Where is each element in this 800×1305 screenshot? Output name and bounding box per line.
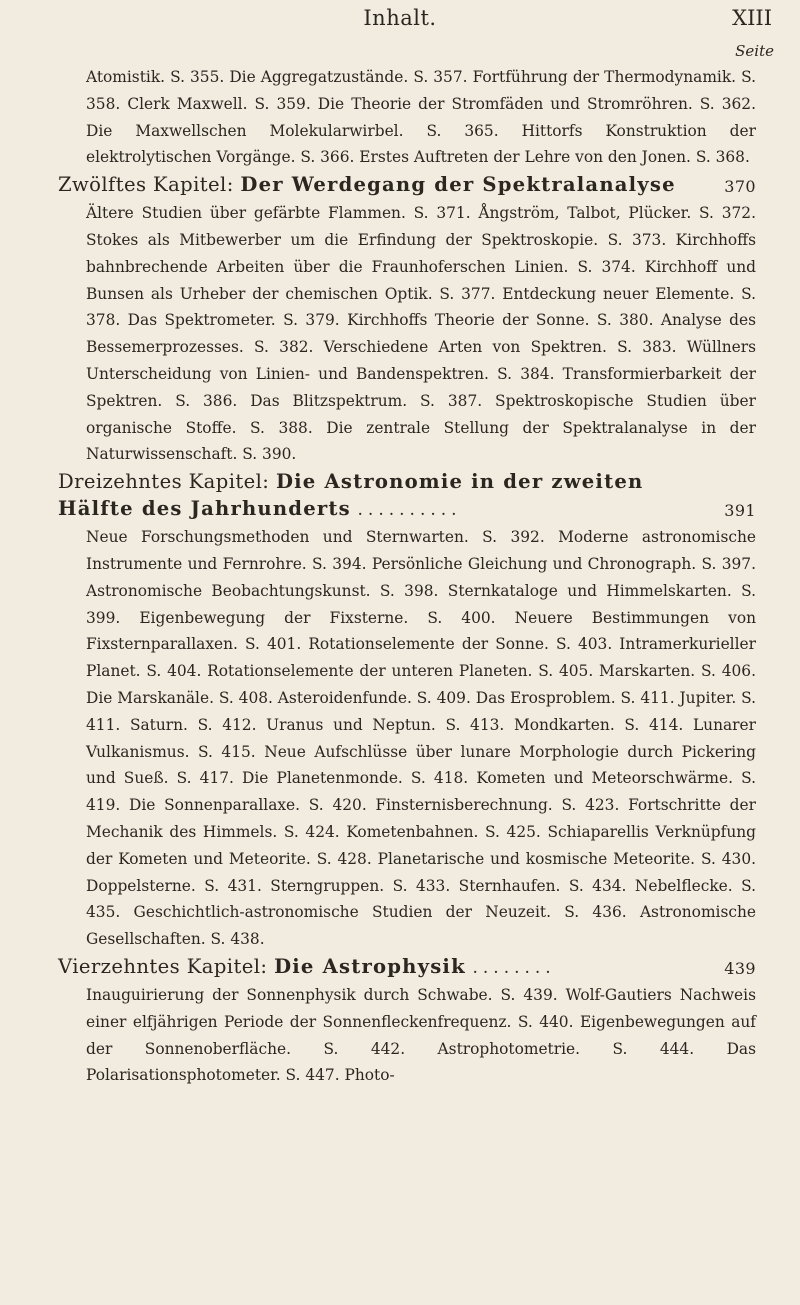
- chapter-heading-14[interactable]: [58, 953, 756, 982]
- chapter-title: Der Werdegang der Spektralanalyse: [240, 173, 676, 197]
- chapter-heading-13[interactable]: [58, 468, 756, 524]
- continued-entry-text: Atomistik. S. 355. Die Aggregatzustände. S. 357. Fortführung der Thermodynamik. S. 358. Clerk Maxwell. S. 359. Die Theorie der Stromfäden und Stromröhren. S. 362. Die Maxwellschen Molekularwirbel. S. 365. Hittorfs Konstruktion der elektrolytischen Vorgänge. S. 366. Erstes Auftreten der Lehre von den Jonen. S. 368.: [86, 68, 756, 167]
- chapter-page: 439: [724, 958, 756, 978]
- leader-dots: ..........: [357, 500, 462, 521]
- chapter-title: Die Astrophysik: [274, 954, 466, 978]
- chapter-heading-12[interactable]: [58, 171, 756, 200]
- chapter-summary: Neue Forschungsmethoden und Sternwarten. S. 392. Moderne astronomische Instrumente und Fernrohre. S. 394. Persönliche Gleichung und Chronograph. S. 397. Astronomische Beobachtungskunst. S. 398. Sternkataloge und Himmelskarten. S. 399. Eigenbewegung der Fixsterne. S. 400. Neuere Bestimmungen von Fixsternparallaxen. S. 401. Rotationselemente der Sonne. S. 403. Intramerkurieller Planet. S. 404. Rotationselemente der unteren Planeten. S. 405. Marskarten. S. 406. Die Marskanäle. S. 408. Asteroidenfunde. S. 409. Das Erosproblem. S. 411. Jupiter. S. 411. Saturn. S. 412. Uranus und Neptun. S. 413. Mondkarten. S. 414. Lunarer Vulkanismus. S. 415. Neue Aufschlüsse über lunare Morphologie durch Pickering und Sueß. S. 417. Die Planetenmonde. S. 418. Kometen und Meteorschwärme. S. 419. Die Sonnenparallaxe. S. 420. Finsternisberechnung. S. 423. Fortschritte der Mechanik des Himmels. S. 424. Kometenbahnen. S. 425. Schiaparellis Verknüpfung der Kometen und Meteorite. S. 428. Planetarische und kosmische Meteorite. S. 430. Doppelsterne. S. 431. Sterngruppen. S. 433. Sternhaufen. S. 434. Nebelflecke. S. 435. Geschichtlich-astronomische Studien der Neuzeit. S. 436. Astronomische Gesellschaften. S. 438.: [86, 528, 756, 949]
- chapter-page: 370: [724, 177, 756, 197]
- chapter-label: Dreizehntes Kapitel:: [58, 470, 270, 494]
- chapter-summary: Ältere Studien über gefärbte Flammen. S. 371. Ångström, Talbot, Plücker. S. 372. Stokes als Mitbewerber um die Erfindung der Spektroskopie. S. 373. Kirchhoffs bahnbrechende Arbeiten über die Fraunhoferschen Linien. S. 374. Kirchhoff und Bunsen als Urheber der chemischen Optik. S. 377. Entdeckung neuer Elemente. S. 378. Das Spektrometer. S. 379. Kirchhoffs Theorie der Sonne. S. 380. Analyse des Bessemerprozesses. S. 382. Verschiedene Arten von Spektren. S. 383. Wüllners Unterscheidung von Linien- und Bandenspektren. S. 384. Transformierbarkeit der Spektren. S. 386. Das Blitzspektrum. S. 387. Spektroskopische Studien über organische Stoffe. S. 388. Die zentrale Stellung der Spektralanalyse in der Naturwissenschaft. S. 390.: [86, 204, 756, 464]
- leader-dots: ........: [472, 957, 556, 978]
- page-number: XIII: [732, 6, 772, 30]
- chapter-title: Die Astronomie in der zweiten Hälfte des Jahrhunderts: [58, 470, 644, 521]
- running-head-title: Inhalt.: [363, 6, 437, 30]
- chapter-summary: Inauguirierung der Sonnenphysik durch Schwabe. S. 439. Wolf-Gautiers Nachweis einer elfjährigen Periode der Sonnenfleckenfrequenz. S. 440. Eigenbewegungen auf der Sonnenoberfläche. S. 442. Astrophotometrie. S. 444. Das Polarisationsphotometer. S. 447. Photo-: [86, 985, 756, 1085]
- seite-column-label: Seite: [735, 42, 774, 60]
- chapter-label: Zwölftes Kapitel:: [58, 173, 234, 197]
- chapter-page: 391: [724, 501, 756, 521]
- table-of-contents: [58, 64, 756, 1089]
- chapter-label: Vierzehntes Kapitel:: [58, 954, 268, 978]
